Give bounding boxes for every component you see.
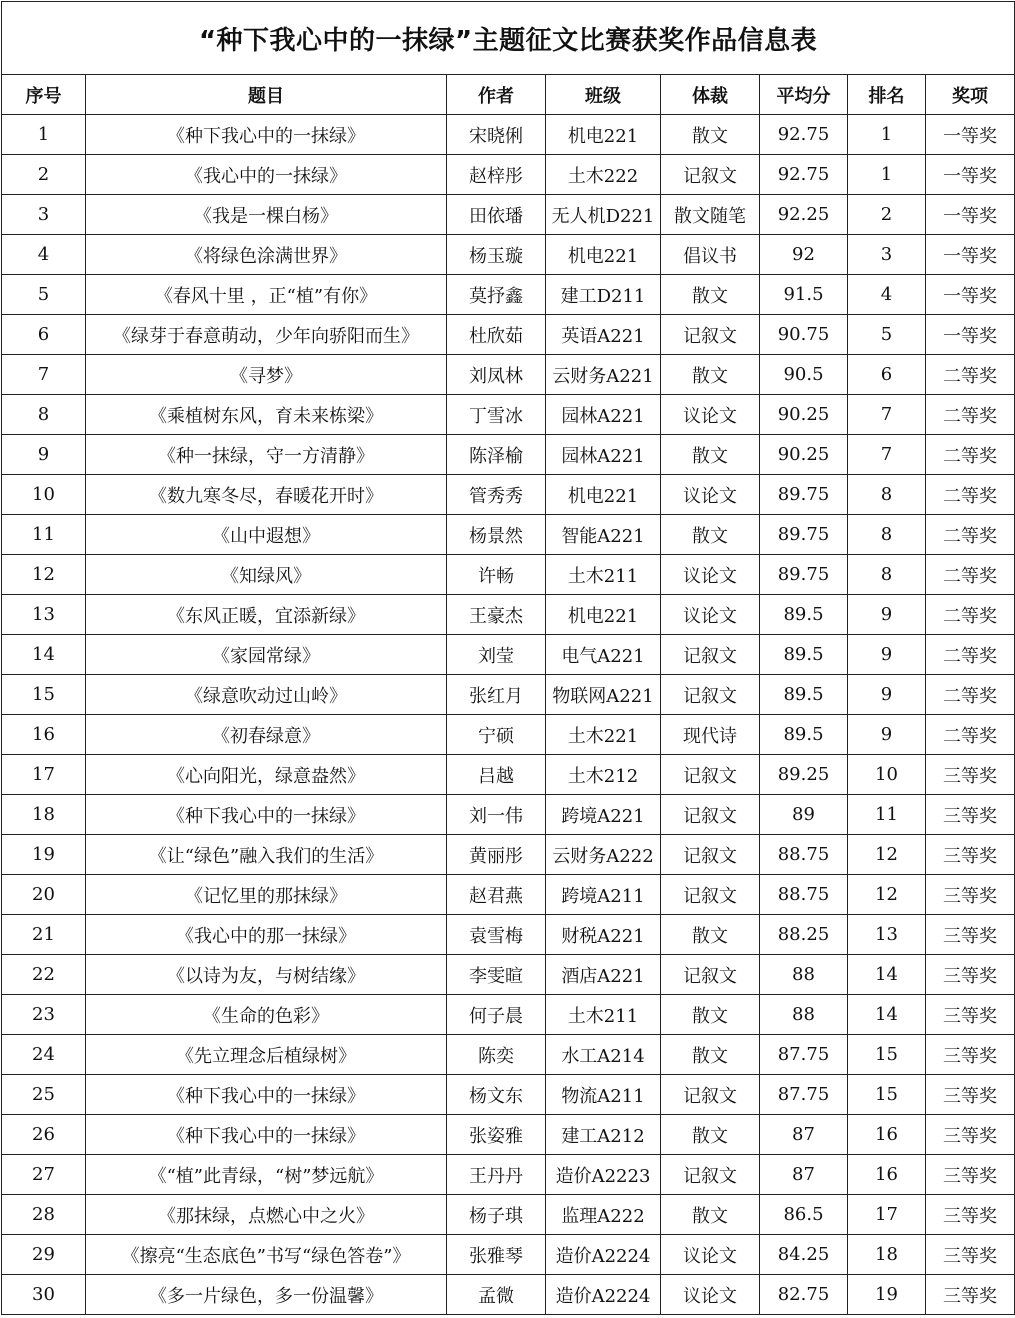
table-row — [2, 1035, 1015, 1075]
cell-award: 一等奖 — [926, 155, 1015, 195]
cell-award: 三等奖 — [926, 1195, 1015, 1235]
cell-award: 三等奖 — [926, 1235, 1015, 1275]
cell-author: 吕越 — [447, 755, 546, 795]
cell-topic: 《多一片绿色，多一份温馨》 — [86, 1275, 447, 1315]
cell-topic: 《乘植树东风，育未来栋梁》 — [86, 395, 447, 435]
cell-author: 王丹丹 — [447, 1155, 546, 1195]
cell-average-score: 89.75 — [760, 515, 848, 555]
cell-genre: 散文 — [661, 1195, 760, 1235]
table-row — [2, 195, 1015, 235]
cell-rank: 14 — [848, 955, 926, 995]
cell-class: 建工A212 — [546, 1115, 661, 1155]
cell-class: 英语A221 — [546, 315, 661, 355]
cell-award: 二等奖 — [926, 515, 1015, 555]
cell-index: 27 — [2, 1155, 86, 1195]
cell-rank: 7 — [848, 435, 926, 475]
cell-average-score: 92.75 — [760, 155, 848, 195]
table-row — [2, 515, 1015, 555]
cell-class: 土木212 — [546, 755, 661, 795]
cell-class: 机电221 — [546, 475, 661, 515]
cell-class: 财税A221 — [546, 915, 661, 955]
cell-average-score: 89.5 — [760, 675, 848, 715]
cell-rank: 3 — [848, 235, 926, 275]
cell-topic: 《擦亮“生态底色”书写“绿色答卷”》 — [86, 1235, 447, 1275]
cell-class: 跨境A221 — [546, 795, 661, 835]
cell-award: 二等奖 — [926, 595, 1015, 635]
cell-topic: 《知绿风》 — [86, 555, 447, 595]
cell-award: 二等奖 — [926, 675, 1015, 715]
cell-class: 造价A2224 — [546, 1275, 661, 1315]
table-row — [2, 995, 1015, 1035]
cell-average-score: 90.5 — [760, 355, 848, 395]
cell-index: 6 — [2, 315, 86, 355]
cell-rank: 2 — [848, 195, 926, 235]
cell-average-score: 90.25 — [760, 435, 848, 475]
cell-author: 杨景然 — [447, 515, 546, 555]
table-row — [2, 955, 1015, 995]
cell-topic: 《东风正暖，宜添新绿》 — [86, 595, 447, 635]
cell-average-score: 91.5 — [760, 275, 848, 315]
cell-topic: 《心向阳光，绿意盎然》 — [86, 755, 447, 795]
cell-index: 17 — [2, 755, 86, 795]
cell-author: 刘凤林 — [447, 355, 546, 395]
cell-author: 莫抒鑫 — [447, 275, 546, 315]
header-class: 班级 — [546, 75, 661, 115]
cell-topic: 《我是一棵白杨》 — [86, 195, 447, 235]
cell-index: 8 — [2, 395, 86, 435]
cell-genre: 议论文 — [661, 555, 760, 595]
cell-genre: 记叙文 — [661, 835, 760, 875]
cell-index: 16 — [2, 715, 86, 755]
cell-index: 21 — [2, 915, 86, 955]
table-row — [2, 755, 1015, 795]
cell-class: 水工A214 — [546, 1035, 661, 1075]
cell-rank: 9 — [848, 635, 926, 675]
cell-rank: 11 — [848, 795, 926, 835]
cell-award: 三等奖 — [926, 755, 1015, 795]
cell-rank: 19 — [848, 1275, 926, 1315]
table-row — [2, 1275, 1015, 1315]
title-row — [2, 2, 1015, 75]
cell-topic: 《绿意吹动过山岭》 — [86, 675, 447, 715]
cell-index: 19 — [2, 835, 86, 875]
cell-genre: 记叙文 — [661, 1075, 760, 1115]
table-row — [2, 675, 1015, 715]
cell-topic: 《先立理念后植绿树》 — [86, 1035, 447, 1075]
cell-average-score: 88.75 — [760, 875, 848, 915]
cell-class: 无人机D221 — [546, 195, 661, 235]
table-row — [2, 475, 1015, 515]
cell-topic: 《种下我心中的一抹绿》 — [86, 1115, 447, 1155]
cell-rank: 6 — [848, 355, 926, 395]
cell-genre: 议论文 — [661, 595, 760, 635]
cell-author: 田依璠 — [447, 195, 546, 235]
cell-genre: 散文 — [661, 435, 760, 475]
cell-class: 机电221 — [546, 115, 661, 155]
cell-average-score: 84.25 — [760, 1235, 848, 1275]
cell-topic: 《种一抹绿，守一方清静》 — [86, 435, 447, 475]
cell-author: 李雯暄 — [447, 955, 546, 995]
cell-award: 三等奖 — [926, 1275, 1015, 1315]
cell-topic: 《寻梦》 — [86, 355, 447, 395]
cell-genre: 散文 — [661, 1115, 760, 1155]
table-row — [2, 1115, 1015, 1155]
cell-class: 土木211 — [546, 995, 661, 1035]
cell-class: 云财务A221 — [546, 355, 661, 395]
cell-class: 园林A221 — [546, 435, 661, 475]
cell-rank: 18 — [848, 1235, 926, 1275]
cell-rank: 1 — [848, 115, 926, 155]
cell-award: 一等奖 — [926, 235, 1015, 275]
cell-class: 土木211 — [546, 555, 661, 595]
cell-topic: 《那抹绿，点燃心中之火》 — [86, 1195, 447, 1235]
cell-rank: 9 — [848, 675, 926, 715]
cell-topic: 《家园常绿》 — [86, 635, 447, 675]
cell-index: 2 — [2, 155, 86, 195]
cell-award: 三等奖 — [926, 795, 1015, 835]
cell-author: 赵梓彤 — [447, 155, 546, 195]
header-genre: 体裁 — [661, 75, 760, 115]
cell-genre: 记叙文 — [661, 675, 760, 715]
cell-rank: 8 — [848, 555, 926, 595]
cell-rank: 4 — [848, 275, 926, 315]
cell-genre: 散文随笔 — [661, 195, 760, 235]
table-row — [2, 275, 1015, 315]
cell-genre: 记叙文 — [661, 875, 760, 915]
cell-average-score: 89 — [760, 795, 848, 835]
cell-average-score: 89.5 — [760, 635, 848, 675]
cell-topic: 《种下我心中的一抹绿》 — [86, 115, 447, 155]
cell-award: 二等奖 — [926, 715, 1015, 755]
table-row — [2, 835, 1015, 875]
award-table — [1, 1, 1015, 1315]
cell-class: 云财务A222 — [546, 835, 661, 875]
table-row — [2, 635, 1015, 675]
cell-genre: 散文 — [661, 995, 760, 1035]
cell-genre: 散文 — [661, 275, 760, 315]
table-row — [2, 1155, 1015, 1195]
cell-rank: 13 — [848, 915, 926, 955]
cell-author: 张雅琴 — [447, 1235, 546, 1275]
table-row — [2, 715, 1015, 755]
table-body — [2, 115, 1015, 1315]
cell-index: 12 — [2, 555, 86, 595]
cell-topic: 《我心中的那一抹绿》 — [86, 915, 447, 955]
cell-author: 杨玉璇 — [447, 235, 546, 275]
cell-rank: 12 — [848, 835, 926, 875]
cell-class: 物联网A221 — [546, 675, 661, 715]
cell-author: 杨子琪 — [447, 1195, 546, 1235]
cell-author: 刘一伟 — [447, 795, 546, 835]
cell-average-score: 87.75 — [760, 1075, 848, 1115]
award-table-sheet — [0, 1, 1015, 1318]
cell-topic: 《初春绿意》 — [86, 715, 447, 755]
cell-author: 杜欣茹 — [447, 315, 546, 355]
table-title: “种下我心中的一抹绿”主题征文比赛获奖作品信息表 — [2, 2, 1015, 75]
cell-genre: 记叙文 — [661, 635, 760, 675]
cell-award: 一等奖 — [926, 275, 1015, 315]
cell-genre: 记叙文 — [661, 1155, 760, 1195]
header-award: 奖项 — [926, 75, 1015, 115]
cell-award: 一等奖 — [926, 195, 1015, 235]
cell-genre: 议论文 — [661, 395, 760, 435]
cell-author: 宋晓俐 — [447, 115, 546, 155]
cell-topic: 《春风十里 ，正“植”有你》 — [86, 275, 447, 315]
cell-genre: 散文 — [661, 515, 760, 555]
header-average-score: 平均分 — [760, 75, 848, 115]
table-row — [2, 595, 1015, 635]
cell-genre: 现代诗 — [661, 715, 760, 755]
cell-average-score: 87 — [760, 1115, 848, 1155]
cell-award: 二等奖 — [926, 635, 1015, 675]
cell-average-score: 89.75 — [760, 555, 848, 595]
cell-author: 何子晨 — [447, 995, 546, 1035]
cell-author: 黄丽彤 — [447, 835, 546, 875]
cell-rank: 7 — [848, 395, 926, 435]
cell-index: 28 — [2, 1195, 86, 1235]
cell-class: 土木222 — [546, 155, 661, 195]
cell-award: 三等奖 — [926, 955, 1015, 995]
cell-index: 25 — [2, 1075, 86, 1115]
table-row — [2, 915, 1015, 955]
cell-index: 18 — [2, 795, 86, 835]
cell-genre: 散文 — [661, 915, 760, 955]
cell-rank: 10 — [848, 755, 926, 795]
cell-award: 二等奖 — [926, 475, 1015, 515]
cell-topic: 《记忆里的那抹绿》 — [86, 875, 447, 915]
cell-rank: 9 — [848, 715, 926, 755]
table-row — [2, 795, 1015, 835]
cell-class: 机电221 — [546, 595, 661, 635]
cell-topic: 《生命的色彩》 — [86, 995, 447, 1035]
cell-class: 物流A211 — [546, 1075, 661, 1115]
cell-average-score: 92.75 — [760, 115, 848, 155]
cell-topic: 《数九寒冬尽，春暖花开时》 — [86, 475, 447, 515]
cell-index: 4 — [2, 235, 86, 275]
cell-topic: 《将绿色涂满世界》 — [86, 235, 447, 275]
cell-average-score: 88 — [760, 955, 848, 995]
cell-genre: 散文 — [661, 115, 760, 155]
cell-index: 23 — [2, 995, 86, 1035]
cell-author: 孟微 — [447, 1275, 546, 1315]
cell-class: 造价A2223 — [546, 1155, 661, 1195]
cell-rank: 16 — [848, 1115, 926, 1155]
cell-index: 11 — [2, 515, 86, 555]
header-topic: 题目 — [86, 75, 447, 115]
cell-award: 三等奖 — [926, 1115, 1015, 1155]
cell-class: 监理A222 — [546, 1195, 661, 1235]
cell-average-score: 88 — [760, 995, 848, 1035]
cell-rank: 15 — [848, 1035, 926, 1075]
cell-award: 二等奖 — [926, 355, 1015, 395]
cell-author: 陈泽榆 — [447, 435, 546, 475]
cell-index: 26 — [2, 1115, 86, 1155]
cell-average-score: 89.5 — [760, 715, 848, 755]
table-row — [2, 1195, 1015, 1235]
table-row — [2, 155, 1015, 195]
cell-author: 宁硕 — [447, 715, 546, 755]
cell-rank: 8 — [848, 475, 926, 515]
cell-rank: 17 — [848, 1195, 926, 1235]
cell-index: 5 — [2, 275, 86, 315]
cell-genre: 记叙文 — [661, 155, 760, 195]
cell-index: 3 — [2, 195, 86, 235]
cell-topic: 《我心中的一抹绿》 — [86, 155, 447, 195]
cell-topic: 《以诗为友，与树结缘》 — [86, 955, 447, 995]
cell-author: 刘莹 — [447, 635, 546, 675]
cell-award: 三等奖 — [926, 835, 1015, 875]
table-row — [2, 435, 1015, 475]
cell-author: 张姿雅 — [447, 1115, 546, 1155]
table-row — [2, 355, 1015, 395]
cell-topic: 《绿芽于春意萌动，少年向骄阳而生》 — [86, 315, 447, 355]
cell-average-score: 87.75 — [760, 1035, 848, 1075]
table-row — [2, 115, 1015, 155]
cell-award: 二等奖 — [926, 395, 1015, 435]
cell-author: 赵君燕 — [447, 875, 546, 915]
cell-award: 三等奖 — [926, 875, 1015, 915]
cell-topic: 《种下我心中的一抹绿》 — [86, 795, 447, 835]
cell-author: 陈奕 — [447, 1035, 546, 1075]
table-row — [2, 235, 1015, 275]
cell-author: 张红月 — [447, 675, 546, 715]
cell-index: 20 — [2, 875, 86, 915]
cell-average-score: 90.75 — [760, 315, 848, 355]
cell-topic: 《“植”此青绿，“树”梦远航》 — [86, 1155, 447, 1195]
cell-rank: 15 — [848, 1075, 926, 1115]
cell-index: 14 — [2, 635, 86, 675]
cell-award: 二等奖 — [926, 555, 1015, 595]
cell-index: 7 — [2, 355, 86, 395]
cell-genre: 议论文 — [661, 475, 760, 515]
cell-award: 一等奖 — [926, 115, 1015, 155]
cell-average-score: 88.75 — [760, 835, 848, 875]
cell-award: 三等奖 — [926, 1075, 1015, 1115]
cell-class: 机电221 — [546, 235, 661, 275]
cell-index: 10 — [2, 475, 86, 515]
cell-genre: 散文 — [661, 1035, 760, 1075]
cell-genre: 记叙文 — [661, 955, 760, 995]
cell-genre: 议论文 — [661, 1235, 760, 1275]
cell-index: 1 — [2, 115, 86, 155]
cell-genre: 倡议书 — [661, 235, 760, 275]
cell-award: 三等奖 — [926, 1155, 1015, 1195]
cell-average-score: 89.25 — [760, 755, 848, 795]
cell-genre: 记叙文 — [661, 315, 760, 355]
table-row — [2, 395, 1015, 435]
cell-class: 园林A221 — [546, 395, 661, 435]
cell-average-score: 92 — [760, 235, 848, 275]
cell-index: 9 — [2, 435, 86, 475]
cell-genre: 散文 — [661, 355, 760, 395]
cell-average-score: 89.75 — [760, 475, 848, 515]
cell-index: 22 — [2, 955, 86, 995]
cell-author: 袁雪梅 — [447, 915, 546, 955]
table-row — [2, 555, 1015, 595]
cell-class: 酒店A221 — [546, 955, 661, 995]
cell-class: 建工D211 — [546, 275, 661, 315]
cell-topic: 《让“绿色”融入我们的生活》 — [86, 835, 447, 875]
cell-topic: 《山中遐想》 — [86, 515, 447, 555]
cell-rank: 14 — [848, 995, 926, 1035]
cell-average-score: 88.25 — [760, 915, 848, 955]
cell-genre: 记叙文 — [661, 795, 760, 835]
header-author: 作者 — [447, 75, 546, 115]
header-rank: 排名 — [848, 75, 926, 115]
cell-rank: 8 — [848, 515, 926, 555]
table-row — [2, 1235, 1015, 1275]
cell-author: 许畅 — [447, 555, 546, 595]
cell-author: 王豪杰 — [447, 595, 546, 635]
cell-average-score: 92.25 — [760, 195, 848, 235]
cell-topic: 《种下我心中的一抹绿》 — [86, 1075, 447, 1115]
cell-average-score: 90.25 — [760, 395, 848, 435]
cell-award: 一等奖 — [926, 315, 1015, 355]
cell-average-score: 87 — [760, 1155, 848, 1195]
cell-genre: 记叙文 — [661, 755, 760, 795]
cell-average-score: 82.75 — [760, 1275, 848, 1315]
table-row — [2, 315, 1015, 355]
cell-author: 杨文东 — [447, 1075, 546, 1115]
cell-index: 15 — [2, 675, 86, 715]
cell-class: 电气A221 — [546, 635, 661, 675]
cell-average-score: 86.5 — [760, 1195, 848, 1235]
cell-rank: 9 — [848, 595, 926, 635]
cell-index: 13 — [2, 595, 86, 635]
cell-award: 二等奖 — [926, 435, 1015, 475]
cell-award: 三等奖 — [926, 915, 1015, 955]
cell-author: 丁雪冰 — [447, 395, 546, 435]
cell-class: 土木221 — [546, 715, 661, 755]
table-row — [2, 875, 1015, 915]
header-row — [2, 75, 1015, 115]
cell-rank: 5 — [848, 315, 926, 355]
cell-award: 三等奖 — [926, 995, 1015, 1035]
cell-class: 智能A221 — [546, 515, 661, 555]
cell-author: 管秀秀 — [447, 475, 546, 515]
header-index: 序号 — [2, 75, 86, 115]
cell-award: 三等奖 — [926, 1035, 1015, 1075]
cell-rank: 16 — [848, 1155, 926, 1195]
table-row — [2, 1075, 1015, 1115]
cell-class: 跨境A211 — [546, 875, 661, 915]
cell-index: 29 — [2, 1235, 86, 1275]
cell-average-score: 89.5 — [760, 595, 848, 635]
cell-rank: 1 — [848, 155, 926, 195]
cell-class: 造价A2224 — [546, 1235, 661, 1275]
cell-rank: 12 — [848, 875, 926, 915]
cell-index: 30 — [2, 1275, 86, 1315]
cell-index: 24 — [2, 1035, 86, 1075]
cell-genre: 议论文 — [661, 1275, 760, 1315]
